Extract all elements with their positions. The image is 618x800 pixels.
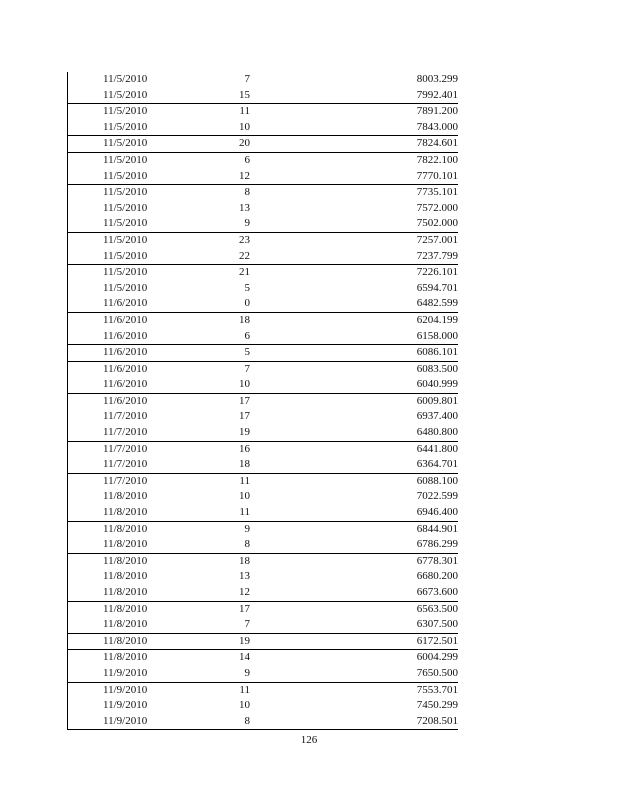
value-cell: 6441.800 bbox=[416, 442, 458, 455]
value-cell: 7770.101 bbox=[416, 169, 458, 182]
date-cell: 11/8/2010 bbox=[103, 618, 148, 631]
date-cell: 11/8/2010 bbox=[103, 554, 148, 567]
number-cell: 13 bbox=[239, 201, 250, 214]
date-cell: 11/6/2010 bbox=[103, 378, 148, 391]
table-row bbox=[68, 505, 458, 521]
number-cell: 10 bbox=[239, 490, 250, 503]
date-cell: 11/9/2010 bbox=[103, 683, 148, 696]
value-cell: 7208.501 bbox=[416, 714, 458, 727]
number-cell: 7 bbox=[244, 362, 250, 375]
date-cell: 11/8/2010 bbox=[103, 634, 148, 647]
table-row bbox=[68, 169, 458, 185]
number-cell: 11 bbox=[239, 683, 250, 696]
value-cell: 6086.101 bbox=[416, 346, 458, 359]
table-row bbox=[68, 585, 458, 601]
number-cell: 17 bbox=[239, 602, 250, 615]
table-row bbox=[68, 698, 458, 714]
date-cell: 11/7/2010 bbox=[103, 410, 148, 423]
date-cell: 11/5/2010 bbox=[103, 105, 148, 118]
number-cell: 9 bbox=[244, 522, 250, 535]
value-cell: 7502.000 bbox=[416, 217, 458, 230]
value-cell: 6482.599 bbox=[416, 297, 458, 310]
date-cell: 11/5/2010 bbox=[103, 249, 148, 262]
table-row bbox=[68, 361, 458, 378]
table-row bbox=[68, 201, 458, 217]
value-cell: 7553.701 bbox=[416, 683, 458, 696]
number-cell: 20 bbox=[239, 137, 250, 150]
number-cell: 10 bbox=[239, 378, 250, 391]
date-cell: 11/5/2010 bbox=[103, 186, 148, 199]
table-row bbox=[68, 344, 458, 361]
date-cell: 11/9/2010 bbox=[103, 714, 148, 727]
date-cell: 11/8/2010 bbox=[103, 570, 148, 583]
date-cell: 11/5/2010 bbox=[103, 281, 148, 294]
table-row bbox=[68, 425, 458, 441]
value-cell: 6778.301 bbox=[416, 554, 458, 567]
number-cell: 10 bbox=[239, 699, 250, 712]
value-cell: 7735.101 bbox=[416, 186, 458, 199]
date-cell: 11/5/2010 bbox=[103, 201, 148, 214]
table-row bbox=[68, 553, 458, 570]
number-cell: 18 bbox=[239, 554, 250, 567]
table-row bbox=[68, 329, 458, 345]
number-cell: 7 bbox=[244, 618, 250, 631]
table-row bbox=[68, 537, 458, 553]
value-cell: 6563.500 bbox=[416, 602, 458, 615]
number-cell: 8 bbox=[244, 538, 250, 551]
number-cell: 10 bbox=[239, 120, 250, 133]
number-cell: 11 bbox=[239, 506, 250, 519]
number-cell: 15 bbox=[239, 88, 250, 101]
number-cell: 12 bbox=[239, 586, 250, 598]
table-row bbox=[68, 714, 458, 730]
table-row bbox=[68, 409, 458, 425]
value-cell: 7891.200 bbox=[416, 105, 458, 118]
date-cell: 11/9/2010 bbox=[103, 699, 148, 712]
value-cell: 6083.500 bbox=[416, 362, 458, 375]
date-cell: 11/8/2010 bbox=[103, 522, 148, 535]
table-row bbox=[68, 249, 458, 265]
date-cell: 11/8/2010 bbox=[103, 506, 148, 519]
date-cell: 11/5/2010 bbox=[103, 120, 148, 133]
value-cell: 7572.000 bbox=[416, 201, 458, 214]
value-cell: 6946.400 bbox=[416, 506, 458, 519]
value-cell: 6158.000 bbox=[416, 329, 458, 342]
table-row bbox=[68, 489, 458, 505]
table-row bbox=[68, 120, 458, 136]
value-cell: 6307.500 bbox=[416, 618, 458, 631]
table-row bbox=[68, 135, 458, 152]
value-cell: 6480.800 bbox=[416, 426, 458, 439]
table-row bbox=[68, 72, 458, 88]
value-cell: 7822.100 bbox=[416, 153, 458, 166]
value-cell: 6004.299 bbox=[416, 651, 458, 664]
date-cell: 11/6/2010 bbox=[103, 329, 148, 342]
table-row bbox=[68, 473, 458, 490]
date-cell: 11/6/2010 bbox=[103, 346, 148, 359]
date-cell: 11/8/2010 bbox=[103, 651, 148, 664]
value-cell: 7824.601 bbox=[416, 137, 458, 150]
number-cell: 17 bbox=[239, 410, 250, 423]
date-cell: 11/5/2010 bbox=[103, 217, 148, 230]
table-row bbox=[68, 216, 458, 232]
table-row bbox=[68, 103, 458, 120]
number-cell: 11 bbox=[239, 474, 250, 487]
table-row bbox=[68, 312, 458, 329]
table-row bbox=[68, 601, 458, 618]
table-row bbox=[68, 184, 458, 201]
table-row bbox=[68, 296, 458, 312]
date-cell: 11/8/2010 bbox=[103, 490, 148, 503]
number-cell: 12 bbox=[239, 169, 250, 182]
table-row bbox=[68, 649, 458, 666]
value-cell: 6088.100 bbox=[416, 474, 458, 487]
table-row bbox=[68, 441, 458, 458]
date-cell: 11/5/2010 bbox=[103, 153, 148, 166]
value-cell: 7237.799 bbox=[416, 249, 458, 262]
data-table bbox=[67, 72, 458, 730]
date-cell: 11/5/2010 bbox=[103, 73, 148, 85]
number-cell: 23 bbox=[239, 233, 250, 246]
table-row bbox=[68, 232, 458, 249]
page-number: 126 bbox=[300, 734, 318, 746]
number-cell: 9 bbox=[244, 666, 250, 679]
date-cell: 11/7/2010 bbox=[103, 442, 148, 455]
date-cell: 11/6/2010 bbox=[103, 297, 148, 310]
date-cell: 11/5/2010 bbox=[103, 137, 148, 150]
value-cell: 6680.200 bbox=[416, 570, 458, 583]
number-cell: 5 bbox=[244, 346, 250, 359]
table-row bbox=[68, 393, 458, 410]
date-cell: 11/5/2010 bbox=[103, 169, 148, 182]
table-row bbox=[68, 633, 458, 650]
date-cell: 11/6/2010 bbox=[103, 362, 148, 375]
number-cell: 18 bbox=[239, 458, 250, 471]
number-cell: 9 bbox=[244, 217, 250, 230]
number-cell: 6 bbox=[244, 329, 250, 342]
date-cell: 11/7/2010 bbox=[103, 458, 148, 471]
date-cell: 11/9/2010 bbox=[103, 666, 148, 679]
table-row bbox=[68, 666, 458, 682]
value-cell: 6009.801 bbox=[416, 394, 458, 407]
value-cell: 6172.501 bbox=[416, 634, 458, 647]
date-cell: 11/5/2010 bbox=[103, 233, 148, 246]
value-cell: 7650.500 bbox=[416, 666, 458, 679]
table-row bbox=[68, 281, 458, 297]
number-cell: 5 bbox=[244, 281, 250, 294]
number-cell: 6 bbox=[244, 153, 250, 166]
number-cell: 18 bbox=[239, 313, 250, 326]
value-cell: 8003.299 bbox=[416, 73, 458, 85]
value-cell: 6673.600 bbox=[416, 586, 458, 598]
number-cell: 21 bbox=[239, 266, 250, 279]
number-cell: 11 bbox=[239, 105, 250, 118]
number-cell: 16 bbox=[239, 442, 250, 455]
value-cell: 7843.000 bbox=[416, 120, 458, 133]
table-row bbox=[68, 521, 458, 538]
value-cell: 6364.701 bbox=[416, 458, 458, 471]
date-cell: 11/7/2010 bbox=[103, 474, 148, 487]
table-row bbox=[68, 569, 458, 585]
table-row bbox=[68, 152, 458, 169]
date-cell: 11/5/2010 bbox=[103, 266, 148, 279]
number-cell: 8 bbox=[244, 186, 250, 199]
number-cell: 8 bbox=[244, 714, 250, 727]
table-row bbox=[68, 377, 458, 393]
value-cell: 7022.599 bbox=[416, 490, 458, 503]
date-cell: 11/6/2010 bbox=[103, 394, 148, 407]
date-cell: 11/5/2010 bbox=[103, 88, 148, 101]
table-row bbox=[68, 617, 458, 633]
number-cell: 17 bbox=[239, 394, 250, 407]
value-cell: 6786.299 bbox=[416, 538, 458, 551]
date-cell: 11/8/2010 bbox=[103, 602, 148, 615]
number-cell: 19 bbox=[239, 426, 250, 439]
value-cell: 7450.299 bbox=[416, 699, 458, 712]
number-cell: 14 bbox=[239, 651, 250, 664]
table-row bbox=[68, 88, 458, 104]
value-cell: 7992.401 bbox=[416, 88, 458, 101]
value-cell: 6594.701 bbox=[416, 281, 458, 294]
date-cell: 11/6/2010 bbox=[103, 313, 148, 326]
number-cell: 19 bbox=[239, 634, 250, 647]
number-cell: 0 bbox=[244, 297, 250, 310]
date-cell: 11/7/2010 bbox=[103, 426, 148, 439]
date-cell: 11/8/2010 bbox=[103, 538, 148, 551]
value-cell: 7257.001 bbox=[416, 233, 458, 246]
number-cell: 7 bbox=[244, 73, 250, 85]
number-cell: 13 bbox=[239, 570, 250, 583]
date-cell: 11/8/2010 bbox=[103, 586, 148, 598]
table-row bbox=[68, 264, 458, 281]
table-row bbox=[68, 682, 458, 699]
value-cell: 6844.901 bbox=[416, 522, 458, 535]
value-cell: 7226.101 bbox=[416, 266, 458, 279]
value-cell: 6937.400 bbox=[416, 410, 458, 423]
value-cell: 6204.199 bbox=[416, 313, 458, 326]
value-cell: 6040.999 bbox=[416, 378, 458, 391]
number-cell: 22 bbox=[239, 249, 250, 262]
table-row bbox=[68, 457, 458, 473]
